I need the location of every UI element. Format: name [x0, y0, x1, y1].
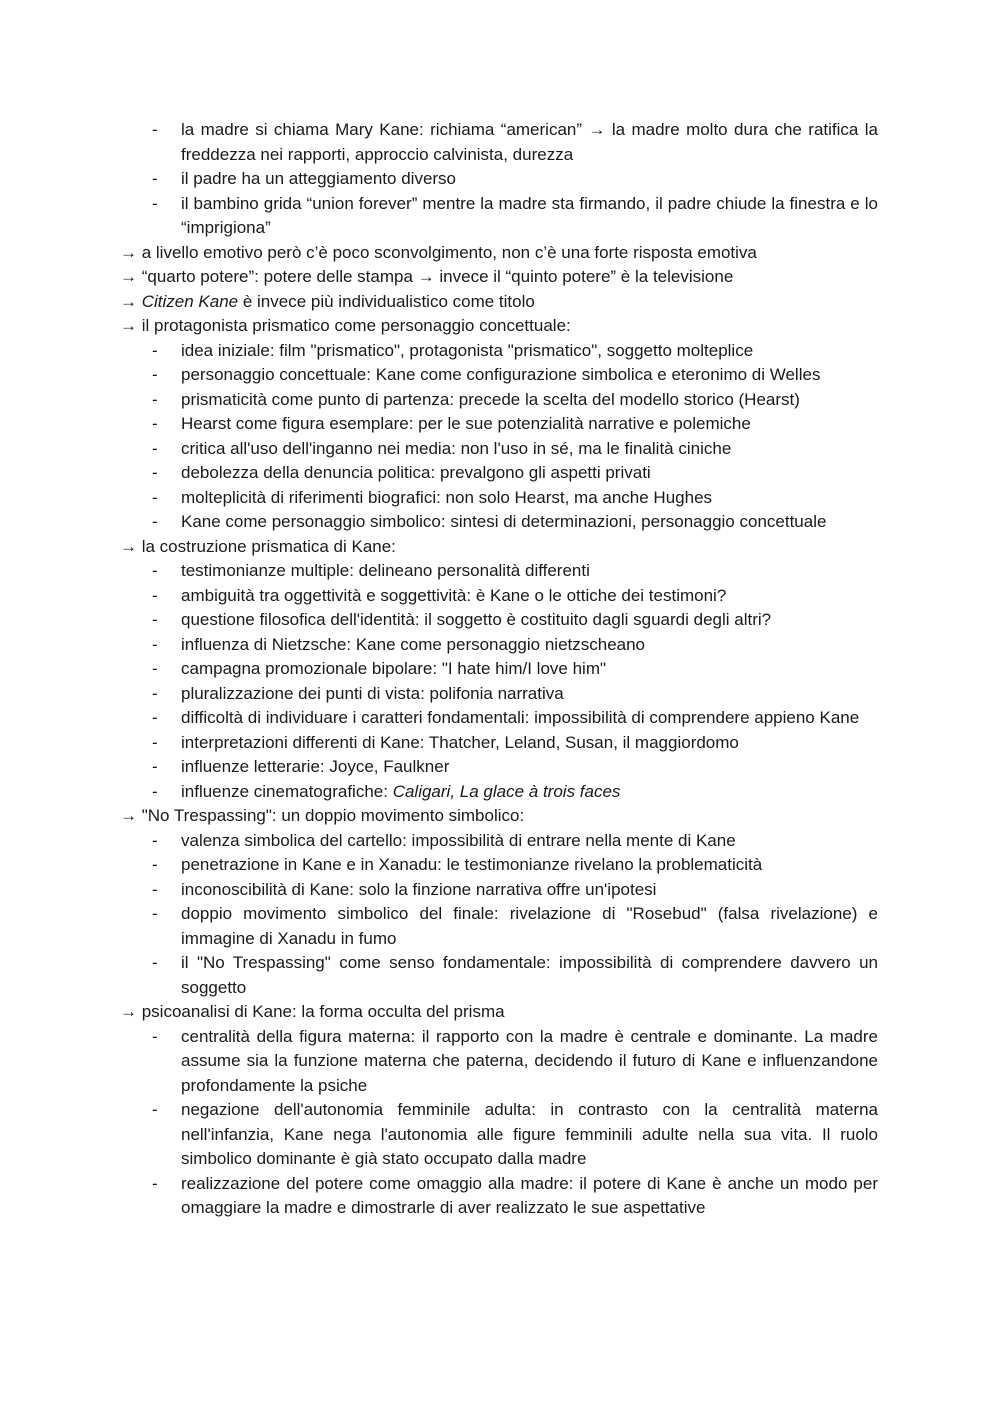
list-item [120, 608, 878, 633]
bullet-dash: - [152, 781, 158, 801]
list-item [120, 755, 878, 780]
list-item [120, 461, 878, 486]
bullet-dash: - [152, 683, 158, 703]
list-item [120, 1098, 878, 1172]
arrow-prefix: → [120, 291, 142, 311]
list-item [120, 633, 878, 658]
list-item-text: interpretazioni differenti di Kane: Thatcher, Leland, Susan, il maggiordomo [181, 732, 739, 752]
list-item-text: critica all'uso dell'inganno nei media: non l'uso in sé, ma le finalità ciniche [181, 438, 732, 458]
list-item [120, 657, 878, 682]
list-item-text: negazione dell'autonomia femminile adulta: in contrasto con la centralità materna nell'infanzia, Kane nega l'autonomia alle figure femminili adulte nella sua vita. Il ruolo simbolico dominante è già stato occupato dalla madre [181, 1100, 878, 1168]
section-bullet-list [120, 339, 878, 535]
bullet-dash: - [152, 953, 158, 972]
list-item-text: influenze cinematografiche: [181, 781, 393, 801]
list-item-text: il bambino grida “union forever” mentre la madre sta firmando, il padre chiude la finestra e lo “imprigiona” [181, 193, 878, 237]
note-line-citizen-kane [120, 290, 878, 315]
list-item [120, 363, 878, 388]
list-item [120, 118, 878, 167]
bullet-dash: - [152, 610, 158, 629]
list-item [120, 902, 878, 951]
bullet-dash: - [152, 634, 158, 654]
note-line-quarto-potere: → “quarto potere”: potere delle stampa → invece il “quinto potere” è la televisione [120, 267, 734, 286]
list-item-text: campagna promozionale bipolare: "I hate him/I love him" [181, 659, 607, 678]
list-item [120, 339, 878, 364]
list-item-text: valenza simbolica del cartello: impossibilità di entrare nella mente di Kane [181, 830, 736, 850]
list-item-text: realizzazione del potere come omaggio alla madre: il potere di Kane è anche un modo per omaggiare la madre e dimostrarle di aver realizzato le sue aspettative [181, 1173, 878, 1217]
list-item-text: idea iniziale: film "prismatico", protagonista "prismatico", soggetto molteplice [181, 340, 754, 360]
list-item [120, 1172, 878, 1221]
list-item [120, 510, 878, 535]
bullet-dash: - [152, 365, 158, 384]
list-item-text: molteplicità di riferimenti biografici: non solo Hearst, ma anche Hughes [181, 487, 713, 507]
list-item-text: doppio movimento simbolico del finale: rivelazione di "Rosebud" (falsa rivelazione) e immagine di Xanadu in fumo [181, 904, 878, 948]
bullet-dash: - [152, 659, 158, 678]
intro-bullet-list [120, 118, 878, 241]
title-separator: , [450, 781, 460, 801]
list-item [120, 559, 878, 584]
bullet-dash: - [152, 830, 158, 850]
note-line-emotivo: → a livello emotivo però c’è poco sconvolgimento, non c’è una forte risposta emotiva [120, 242, 757, 262]
section-heading: → psicoanalisi di Kane: la forma occulta del prisma [120, 1002, 505, 1021]
film-title: Caligari [392, 781, 451, 801]
section-bullet-list [120, 1025, 878, 1221]
list-item-text: questione filosofica dell'identità: il soggetto è costituito dagli sguardi degli altri? [181, 610, 772, 629]
note-text: è invece più individualistico come titolo [238, 291, 535, 311]
film-title: Citizen Kane [141, 291, 239, 311]
list-item [120, 437, 878, 462]
list-item [120, 878, 878, 903]
bullet-dash: - [152, 169, 158, 188]
bullet-dash: - [152, 487, 158, 507]
list-item-text: ambiguità tra oggettività e soggettività: è Kane o le ottiche dei testimoni? [181, 585, 727, 605]
bullet-dash: - [152, 732, 158, 752]
list-item-text: testimonianze multiple: delineano personalità differenti [181, 561, 590, 580]
list-item [120, 706, 878, 731]
list-item-text: il padre ha un atteggiamento diverso [181, 169, 457, 188]
list-item [120, 951, 878, 1000]
list-item-text: il "No Trespassing" come senso fondamentale: impossibilità di comprendere davvero un soggetto [181, 953, 878, 997]
list-item-text: influenza di Nietzsche: Kane come personaggio nietzscheano [181, 634, 646, 654]
bullet-dash: - [152, 1100, 158, 1119]
bullet-dash: - [152, 561, 158, 580]
list-item-text: centralità della figura materna: il rapporto con la madre è centrale e dominante. La madre assume sia la funzione materna che paterna, decidendo il futuro di Kane e influenzandone profondamente la psiche [181, 1026, 878, 1095]
list-item-text: influenze letterarie: Joyce, Faulkner [181, 757, 450, 776]
film-title: La glace à trois faces [459, 781, 621, 801]
list-item [120, 853, 878, 878]
list-item-text: inconoscibilità di Kane: solo la finzione narrativa offre un'ipotesi [181, 879, 657, 899]
bullet-dash: - [152, 120, 158, 139]
bullet-dash: - [152, 904, 158, 923]
list-item [120, 829, 878, 854]
section-bullet-list [120, 559, 878, 804]
bullet-dash: - [152, 340, 158, 360]
list-item [120, 584, 878, 609]
list-item-text: difficoltà di individuare i caratteri fondamentali: impossibilità di comprendere appieno Kane [181, 708, 860, 727]
list-item-text: la madre si chiama Mary Kane: richiama “american” → la madre molto dura che ratifica la freddezza nei rapporti, approccio calvinista, durezza [181, 120, 878, 164]
bullet-dash: - [152, 193, 158, 213]
list-item-text: debolezza della denuncia politica: prevalgono gli aspetti privati [181, 463, 651, 482]
list-item [120, 731, 878, 756]
list-item-text: penetrazione in Kane e in Xanadu: le testimonianze rivelano la problematicità [181, 855, 763, 874]
list-item-text: prismaticità come punto di partenza: precede la scelta del modello storico (Hearst) [181, 389, 800, 409]
list-item-text: Kane come personaggio simbolico: sintesi di determinazioni, personaggio concettuale [181, 512, 827, 531]
list-item [120, 682, 878, 707]
bullet-dash: - [152, 585, 158, 605]
bullet-dash: - [152, 438, 158, 458]
bullet-dash: - [152, 757, 158, 776]
bullet-dash: - [152, 463, 158, 482]
bullet-dash: - [152, 708, 158, 727]
bullet-dash: - [152, 389, 158, 409]
section-heading: → il protagonista prismatico come personaggio concettuale: [120, 316, 571, 335]
list-item-text: Hearst come figura esemplare: per le sue potenzialità narrative e polemiche [181, 414, 751, 433]
section-bullet-list [120, 829, 878, 1001]
bullet-dash: - [152, 1026, 158, 1046]
list-item-text: personaggio concettuale: Kane come configurazione simbolica e eteronimo di Welles [181, 365, 821, 384]
section-heading: → la costruzione prismatica di Kane: [120, 536, 396, 556]
bullet-dash: - [152, 855, 158, 874]
bullet-dash: - [152, 1173, 158, 1193]
list-item [120, 388, 878, 413]
bullet-dash: - [152, 512, 158, 531]
list-item-text: pluralizzazione dei punti di vista: polifonia narrativa [181, 683, 564, 703]
list-item [120, 192, 878, 241]
bullet-dash: - [152, 879, 158, 899]
list-item [120, 780, 878, 805]
bullet-dash: - [152, 414, 158, 433]
section-heading: → "No Trespassing": un doppio movimento simbolico: [120, 806, 525, 825]
list-item [120, 486, 878, 511]
list-item [120, 1025, 878, 1099]
list-item [120, 412, 878, 437]
list-item [120, 167, 878, 192]
